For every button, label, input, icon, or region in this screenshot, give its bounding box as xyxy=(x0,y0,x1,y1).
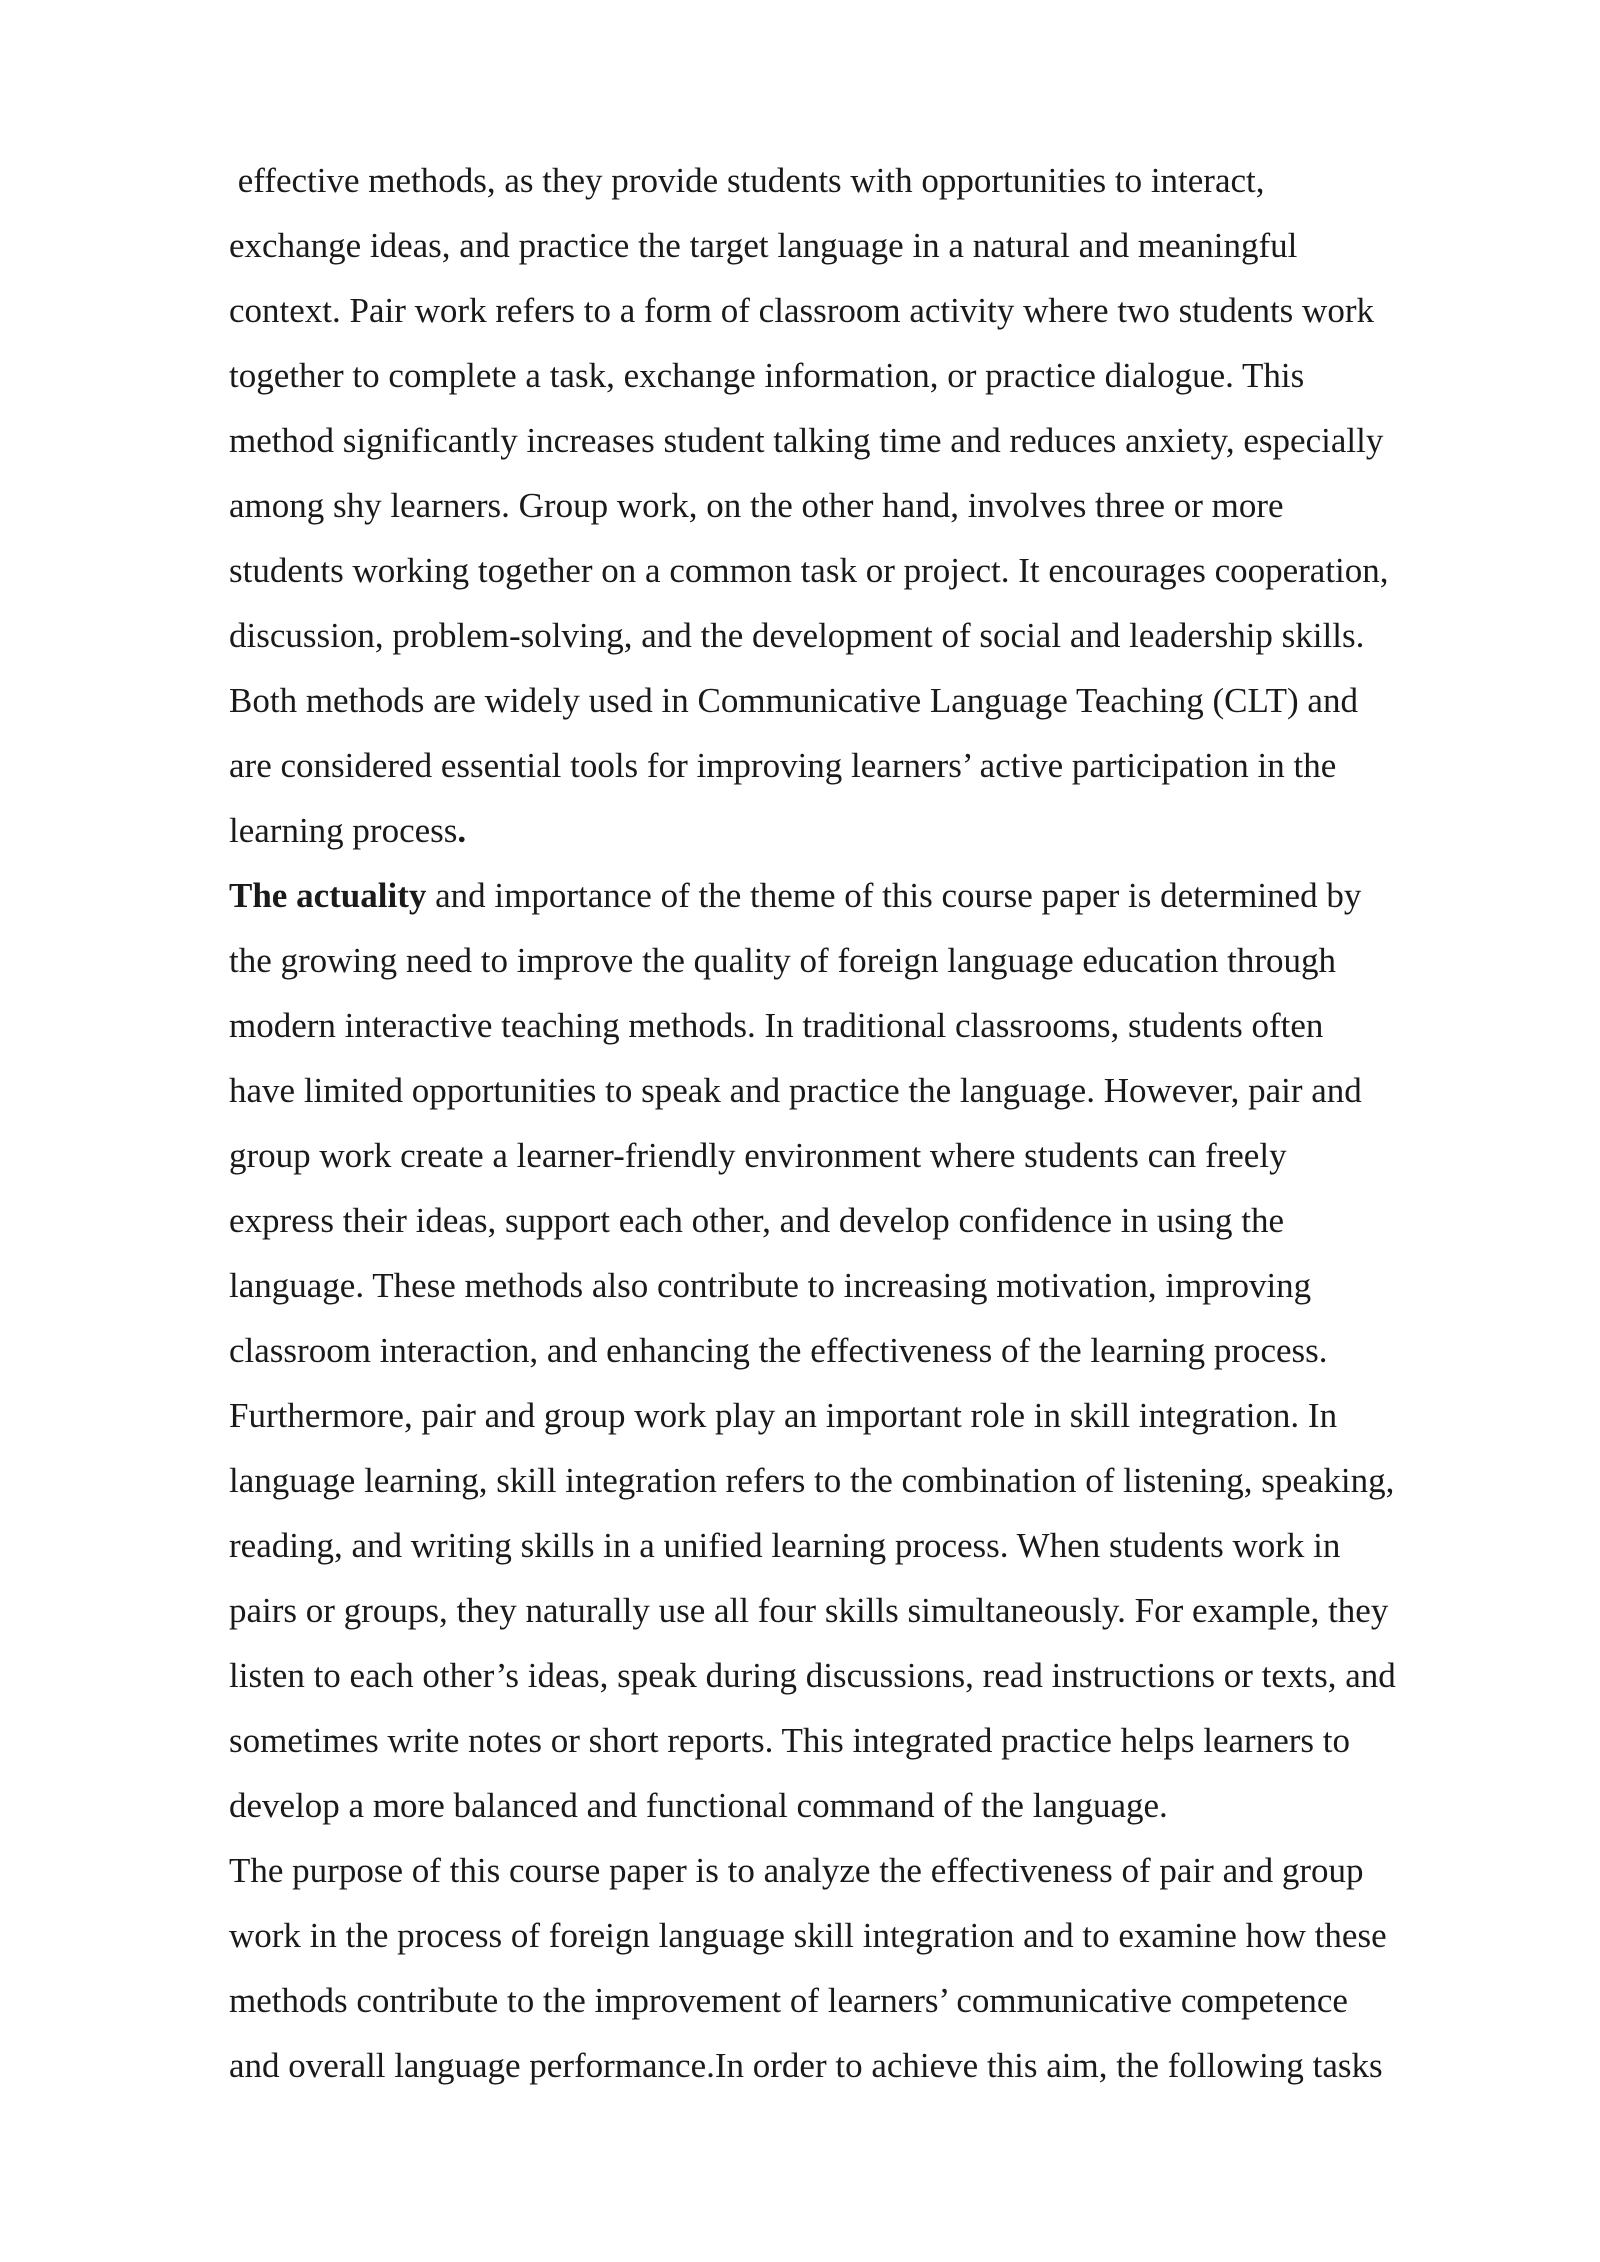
text-line: work in the process of foreign language skill integration and to examine how these xyxy=(229,1916,1387,1955)
text-line: methods contribute to the improvement of learners’ communicative competence xyxy=(229,1981,1348,2020)
text-line: pairs or groups, they naturally use all four skills simultaneously. For example, they xyxy=(229,1591,1389,1630)
text-line: sometimes write notes or short reports. This integrated practice helps learners to xyxy=(229,1721,1350,1760)
text-line: classroom interaction, and enhancing the effectiveness of the learning process. xyxy=(229,1331,1328,1370)
text-run: and importance of the theme of this course paper is determined by xyxy=(426,876,1362,915)
text-line: among shy learners. Group work, on the other hand, involves three or more xyxy=(229,486,1284,525)
text-line xyxy=(229,863,1529,928)
text-line: the growing need to improve the quality of foreign language education through xyxy=(229,941,1337,980)
text-line: The purpose of this course paper is to analyze the effectiveness of pair and group xyxy=(229,1851,1364,1890)
text-line: context. Pair work refers to a form of classroom activity where two students work xyxy=(229,291,1374,330)
text-line: modern interactive teaching methods. In traditional classrooms, students often xyxy=(229,1006,1324,1045)
actuality-heading: The actuality xyxy=(229,876,427,915)
text-line: are considered essential tools for improving learners’ active participation in the xyxy=(229,746,1337,785)
text-line: language learning, skill integration refers to the combination of listening, speaking, xyxy=(229,1461,1395,1500)
text-line: and overall language performance.In order to achieve this aim, the following tasks xyxy=(229,2046,1383,2085)
text-line: develop a more balanced and functional command of the language. xyxy=(229,1786,1168,1825)
bold-period: . xyxy=(457,811,467,850)
text-line: effective methods, as they provide students with opportunities to interact, xyxy=(229,161,1265,200)
text-line: have limited opportunities to speak and practice the language. However, pair and xyxy=(229,1071,1362,1110)
body-text xyxy=(229,148,1529,2098)
text-line: exchange ideas, and practice the target language in a natural and meaningful xyxy=(229,226,1298,265)
text-run: learning process xyxy=(229,811,458,850)
text-line: discussion, problem-solving, and the development of social and leadership skills. xyxy=(229,616,1365,655)
text-line xyxy=(229,798,1529,863)
text-line: together to complete a task, exchange information, or practice dialogue. This xyxy=(229,356,1305,395)
text-line: language. These methods also contribute to increasing motivation, improving xyxy=(229,1266,1312,1305)
text-line: method significantly increases student talking time and reduces anxiety, especially xyxy=(229,421,1384,460)
text-line: express their ideas, support each other, and develop confidence in using the xyxy=(229,1201,1285,1240)
text-line: listen to each other’s ideas, speak during discussions, read instructions or texts, and xyxy=(229,1656,1396,1695)
text-line: Both methods are widely used in Communicative Language Teaching (CLT) and xyxy=(229,681,1358,720)
text-line: Furthermore, pair and group work play an important role in skill integration. In xyxy=(229,1396,1338,1435)
text-line: reading, and writing skills in a unified learning process. When students work in xyxy=(229,1526,1341,1565)
text-line: students working together on a common task or project. It encourages cooperation, xyxy=(229,551,1389,590)
text-line: group work create a learner-friendly environment where students can freely xyxy=(229,1136,1287,1175)
